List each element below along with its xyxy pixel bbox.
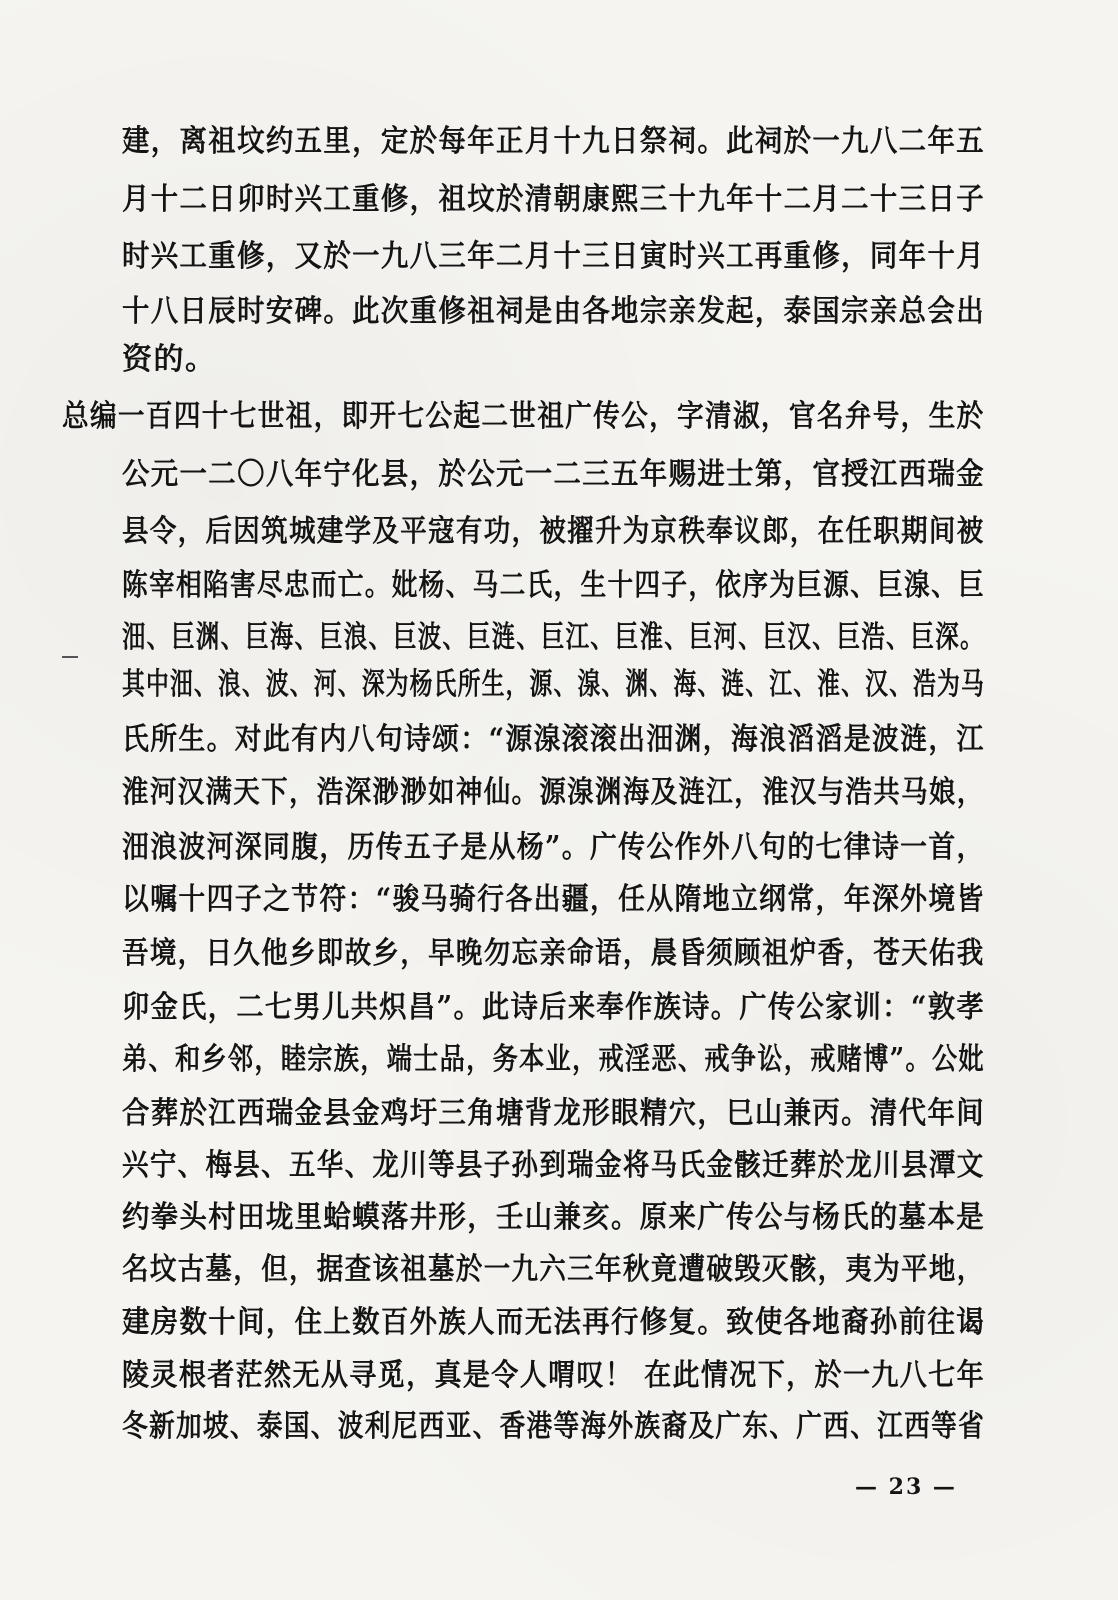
entry-heading-line <box>62 397 985 437</box>
text-line: 吾境，日久他乡即故乡，早晚勿忘亲命语，晨昏须顾祖炉香，苍天佑我 <box>122 936 985 971</box>
text-line: 冬新加坡、泰国、波利尼西亚、香港等海外族裔及广东、广西、江西等省 <box>122 1409 986 1444</box>
text-line: 其中沺、浪、波、河、深为杨氏所生，源、湶、渊、海、涟、江、淮、汉、浩为马 <box>122 667 985 702</box>
text-line: 名坟古墓，但，据查该祖墓於一九六三年秋竟遭破毁灭骸，夷为平地， <box>122 1252 985 1287</box>
text-line: 沺、巨渊、巨海、巨浪、巨波、巨涟、巨江、巨淮、巨河、巨汉、巨浩、巨深。 <box>122 620 985 655</box>
page-number: — 23 — <box>855 1474 957 1500</box>
text-line: 以嘱十四子之节符：“骏马骑行各出疆，任从隋地立纲常，年深外境皆 <box>122 882 985 917</box>
text-line: ，即开七公起二世祖广传公，字清淑，官名弁号，生於 <box>313 399 985 434</box>
text-line: 约拳头村田垅里蛤蟆落井形，壬山兼亥。原来广传公与杨氏的墓本是 <box>122 1200 985 1235</box>
text-line: 卯金氏，二七男儿共炽昌”。此诗后来奉作族诗。广传公家训：“敦孝 <box>122 990 986 1025</box>
text-line: 沺浪波河深同腹，历传五子是从杨”。广传公作外八句的七律诗一首， <box>122 830 985 865</box>
text-line: 淮河汉满天下，浩深渺渺如神仙。源湶渊海及涟江，淮汉与浩共马娘， <box>122 775 985 810</box>
text-line: 合葬於江西瑞金县金鸡圩三角塘背龙形眼精穴，巳山兼丙。清代年间 <box>122 1096 985 1131</box>
text-line: 兴宁、梅县、五华、龙川等县子孙到瑞金将马氏金骸迁葬於龙川县潭文 <box>122 1148 985 1183</box>
text-line: 资的。 <box>122 342 217 377</box>
text-line: 建，离祖坟约五里，定於每年正月十九日祭祠。此祠於一九八二年五 <box>122 124 985 159</box>
text-line: 陵灵根者茫然无从寻觅，真是令人喟叹！ 在此情况下，於一九八七年 <box>122 1358 985 1393</box>
stray-mark <box>62 656 78 658</box>
text-line: 十八日辰时安碑。此次重修祖祠是由各地宗亲发起，泰国宗亲总会出 <box>122 294 985 329</box>
text-line: 时兴工重修，又於一九八三年二月十三日寅时兴工再重修，同年十月 <box>122 239 985 274</box>
text-line: 建房数十间，住上数百外族人而无法再行修复。致使各地裔孙前往谒 <box>122 1305 985 1340</box>
text-line: 县令，后因筑城建学及平寇有功，被擢升为京秩奉议郎，在任职期间被 <box>122 514 985 549</box>
entry-heading: 总编一百四十七世祖 <box>62 399 314 434</box>
text-line: 月十二日卯时兴工重修，祖坟於清朝康熙三十九年十二月二十三日子 <box>122 182 985 217</box>
text-line: 弟、和乡邻，睦宗族，端士品，务本业，戒淫恶、戒争讼，戒赌博”。公妣 <box>122 1042 985 1077</box>
text-line: 陈宰相陷害尽忠而亡。妣杨、马二氏，生十四子，依序为巨源、巨湶、巨 <box>122 568 986 603</box>
text-line: 公元一二〇八年宁化县，於公元一二三五年赐进士第，官授江西瑞金 <box>122 457 985 492</box>
text-line: 氏所生。对此有内八句诗颂：“源湶滚滚出沺渊，海浪滔滔是波涟，江 <box>122 722 985 757</box>
